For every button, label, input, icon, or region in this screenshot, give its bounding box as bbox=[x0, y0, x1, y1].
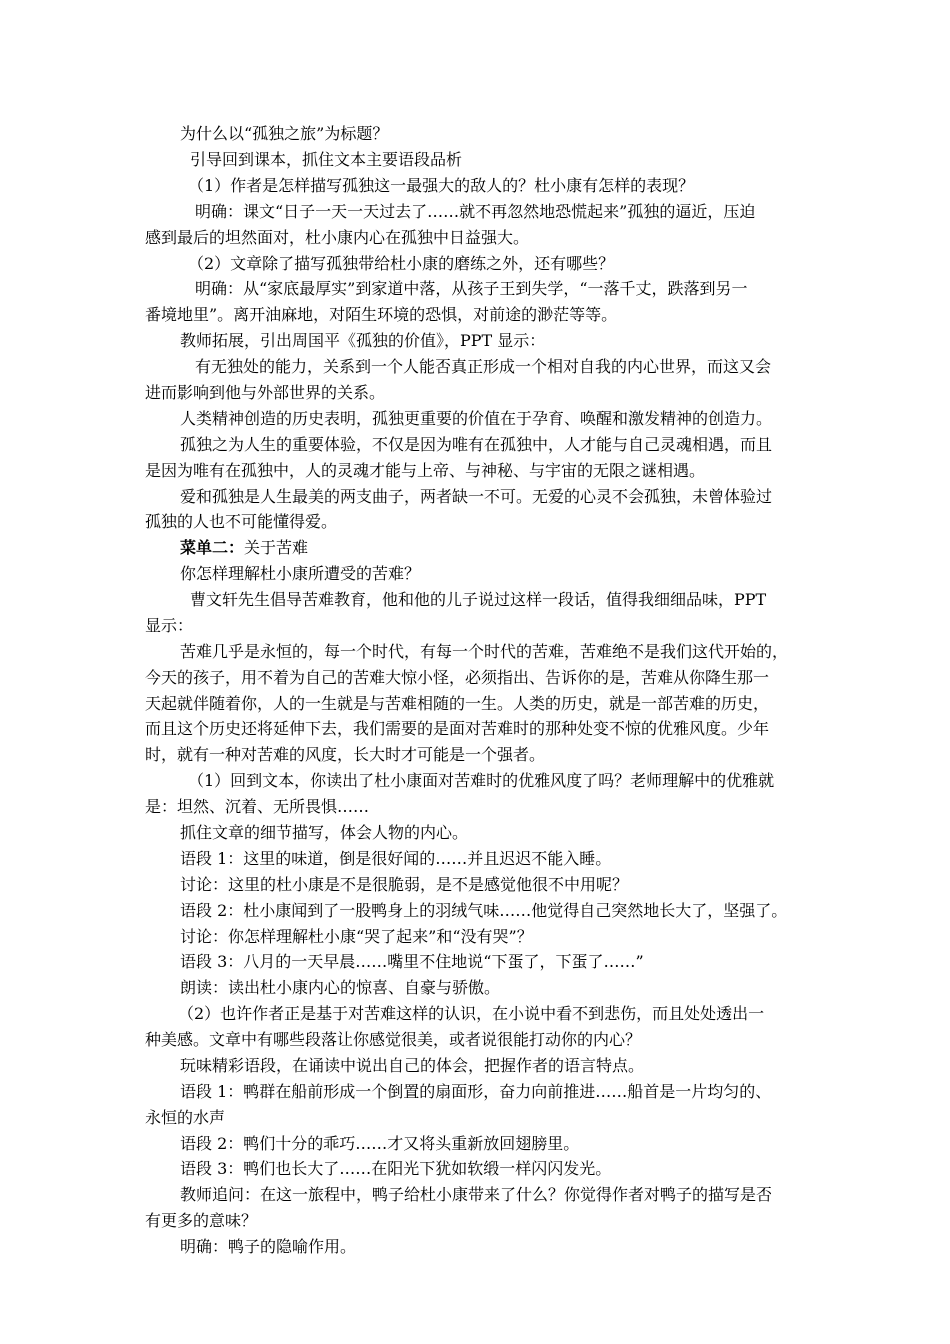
text-line: 苦难几乎是永恒的，每一个时代，有每一个时代的苦难，苦难绝不是我们这代开始的， bbox=[180, 642, 789, 661]
text-line: 番境地里”。离开油麻地，对陌生环境的恐惧，对前途的渺茫等等。 bbox=[145, 305, 618, 324]
text-line: 是因为唯有在孤独中，人的灵魂才能与上帝、与神秘、与宇宙的无限之谜相遇。 bbox=[145, 461, 706, 480]
text-line: 抓住文章的细节描写，体会人物的内心。 bbox=[180, 823, 469, 842]
text-line: 教师拓展，引出周国平《孤独的价值》，PPT 显示： bbox=[180, 331, 546, 350]
text-line: 讨论：这里的杜小康是不是很脆弱，是不是感觉他很不中用呢？ bbox=[180, 875, 629, 894]
text-line: 曹文轩先生倡导苦难教育，他和他的儿子说过这样一段话，值得我细细品味，PPT bbox=[190, 590, 767, 609]
text-line: 引导回到课本，抓住文本主要语段品析 bbox=[190, 150, 463, 169]
text-line: 语段 3：八月的一天早晨……嘴里不住地说“下蛋了，下蛋了……” bbox=[180, 952, 644, 971]
text-line: 爱和孤独是人生最美的两支曲子，两者缺一不可。无爱的心灵不会孤独，未曾体验过 bbox=[180, 487, 773, 506]
text-line: 显示： bbox=[145, 616, 194, 635]
text-line: 明确：从“家底最厚实”到家道中落，从孩子王到失学，“一落千丈，跌落到另一 bbox=[195, 279, 748, 298]
text-line: 时，就有一种对苦难的风度，长大时才可能是一个强者。 bbox=[145, 745, 546, 764]
text-line: 孤独的人也不可能懂得爱。 bbox=[145, 512, 338, 531]
text-line: 为什么以“孤独之旅”为标题？ bbox=[180, 124, 389, 143]
text-line: 讨论：你怎样理解杜小康“哭了起来”和“没有哭”？ bbox=[180, 927, 533, 946]
text-line: 语段 1：鸭群在船前形成一个倒置的扇面形，奋力向前推进……船首是一片均匀的、 bbox=[180, 1082, 772, 1101]
text-line: 语段 1：这里的味道，倒是很好闻的……并且迟迟不能入睡。 bbox=[180, 849, 612, 868]
text-line: （1）回到文本，你读出了杜小康面对苦难时的优雅风度了吗？老师理解中的优雅就 bbox=[188, 771, 775, 790]
text-line: 是：坦然、沉着、无所畏惧…… bbox=[145, 797, 370, 816]
text-line: （2）文章除了描写孤独带给杜小康的磨练之外，还有哪些？ bbox=[188, 254, 615, 273]
text-line: 明确：课文“日子一天一天过去了……就不再忽然地恐慌起来”孤独的逼近，压迫 bbox=[195, 202, 756, 221]
text-line: 人类精神创造的历史表明，孤独更重要的价值在于孕育、唤醒和激发精神的创造力。 bbox=[180, 409, 773, 428]
menu-heading-title: 关于苦难 bbox=[244, 538, 309, 557]
text-line: 语段 2：鸭们十分的乖巧……才又将头重新放回翅膀里。 bbox=[180, 1134, 580, 1153]
text-line: 玩味精彩语段，在诵读中说出自己的体会，把握作者的语言特点。 bbox=[180, 1056, 645, 1075]
text-line: 你怎样理解杜小康所遭受的苦难？ bbox=[180, 564, 421, 583]
text-line: 语段 2：杜小康闻到了一股鸭身上的羽绒气味……他觉得自己突然地长大了，坚强了。 bbox=[180, 901, 788, 920]
text-line: 种美感。文章中有哪些段落让你感觉很美，或者说很能打动你的内心？ bbox=[145, 1030, 642, 1049]
text-line: （1）作者是怎样描写孤独这一最强大的敌人的？杜小康有怎样的表现？ bbox=[188, 176, 695, 195]
menu-heading-label: 菜单二： bbox=[180, 538, 245, 557]
text-line: 教师追问：在这一旅程中，鸭子给杜小康带来了什么？你觉得作者对鸭子的描写是否 bbox=[180, 1185, 773, 1204]
text-line: 永恒的水声 bbox=[145, 1108, 226, 1127]
text-line: 有无独处的能力，关系到一个人能否真正形成一个相对自我的内心世界，而这又会 bbox=[195, 357, 772, 376]
text-line: 天起就伴随着你，人的一生就是与苦难相随的一生。人类的历史，就是一部苦难的历史， bbox=[145, 694, 770, 713]
text-line: 明确：鸭子的隐喻作用。 bbox=[180, 1237, 357, 1256]
text-line: 感到最后的坦然面对，杜小康内心在孤独中日益强大。 bbox=[145, 228, 530, 247]
text-line: 而且这个历史还将延伸下去，我们需要的是面对苦难时的那种处变不惊的优雅风度。少年 bbox=[145, 719, 770, 738]
text-line: 孤独之为人生的重要体验，不仅是因为唯有在孤独中，人才能与自己灵魂相遇，而且 bbox=[180, 435, 773, 454]
menu-heading bbox=[180, 538, 308, 558]
text-line: 有更多的意味？ bbox=[145, 1211, 258, 1230]
text-line: 朗读：读出杜小康内心的惊喜、自豪与骄傲。 bbox=[180, 978, 501, 997]
text-line: 进而影响到他与外部世界的关系。 bbox=[145, 383, 386, 402]
text-line: （2）也许作者正是基于对苦难这样的认识，在小说中看不到悲伤，而且处处透出一 bbox=[178, 1004, 765, 1023]
text-line: 今天的孩子，用不着为自己的苦难大惊小怪，必须指出、告诉你的是，苦难从你降生那一 bbox=[145, 668, 770, 687]
text-line: 语段 3：鸭们也长大了……在阳光下犹如软缎一样闪闪发光。 bbox=[180, 1159, 612, 1178]
